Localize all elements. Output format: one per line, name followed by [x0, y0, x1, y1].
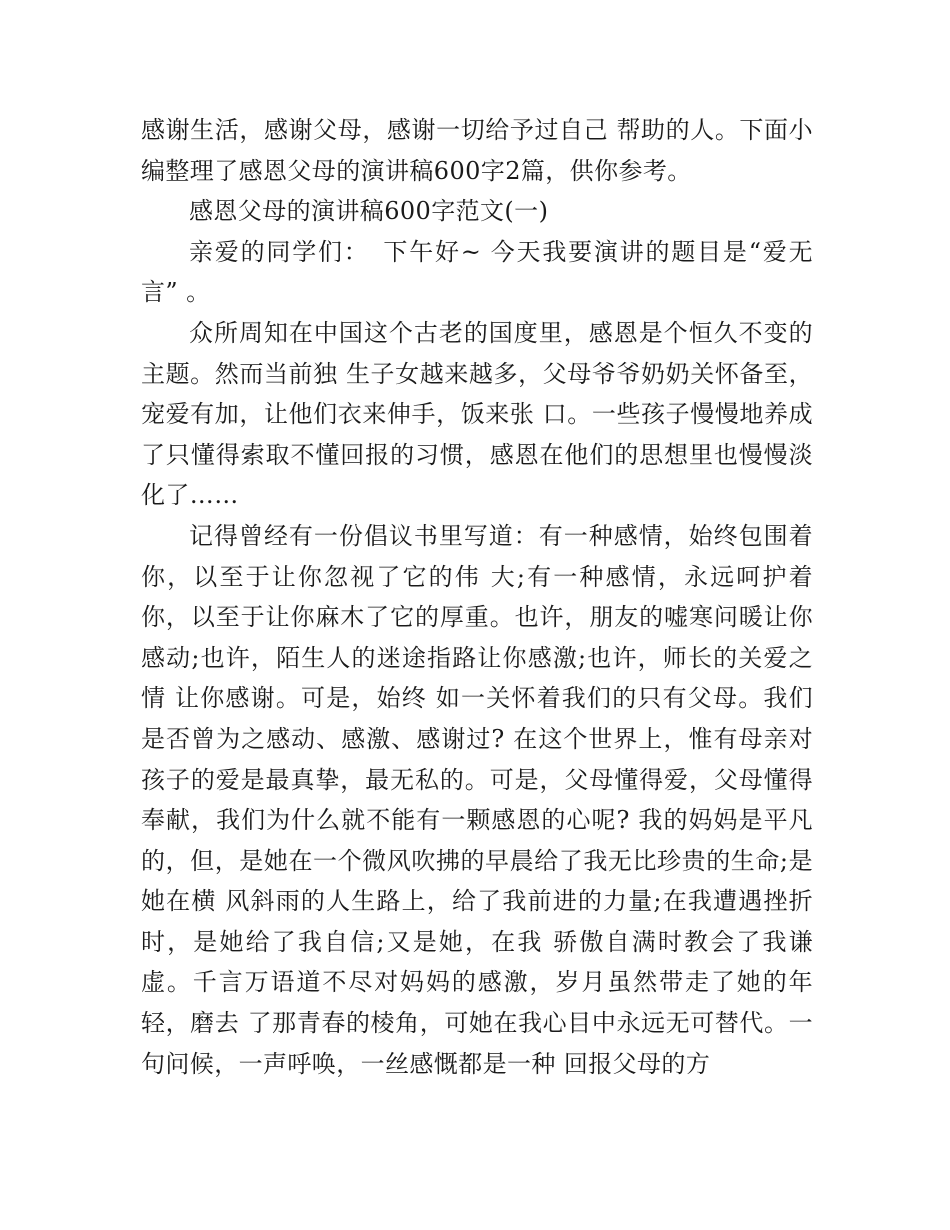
intro-paragraph: 感谢生活，感谢父母，感谢一切给予过自己 帮助的人。下面小编整理了感恩父母的演讲稿600字2篇，供你参考。 — [141, 116, 813, 185]
body-paragraph-2: 记得曾经有一份倡议书里写道：有一种感情，始终包围着你，以至于让你忽视了它的伟 大;有一种感情，永远呵护着你，以至于让你麻木了它的厚重。也许，朋友的嘘寒问暖让你感动;也许，陌生人的迷途指路让你感激;也许，师长的关爱之情 让你感谢。可是，始终 如一关怀着我们的只有父母。我们是否曾为之感动、感激、感谢过? 在这个世界上，惟有母亲对孩子的爱是最真挚，最无私的。可是，父母懂得爱，父母懂得奉献，我们为什么就不能有一颗感恩的心呢? 我的妈妈是平凡的，但，是她在一个微风吹拂的早晨给了我无比珍贵的生命;是她在横 风斜雨的人生路上，给了我前进的力量;在我遭遇挫折时，是她给了我自信;又是她，在我 骄傲自满时教会了我谦虚。千言万语道不尽对妈妈的感激，岁月虽然带走了她的年轻，磨去 了那青春的棱角，可她在我心目中永远无可替代。一句问候，一声呼唤，一丝感慨都是一种 回报父母的方 — [141, 521, 813, 1078]
document-page — [141, 110, 813, 1084]
section-heading: 感恩父母的演讲稿600字范文(一) — [189, 197, 549, 226]
greeting-paragraph: 亲爱的同学们： 下午好~ 今天我要演讲的题目是“爱无言” 。 — [141, 237, 813, 307]
body-paragraph-1: 众所周知在中国这个古老的国度里，感恩是个恒久不变的主题。然而当前独 生子女越来越多，父母爷爷奶奶关怀备至，宠爱有加，让他们衣来伸手，饭来张 口。一些孩子慢慢地养成了只懂得索取不懂回报的习惯，感恩在他们的思想里也慢慢淡化了…… — [141, 318, 813, 510]
